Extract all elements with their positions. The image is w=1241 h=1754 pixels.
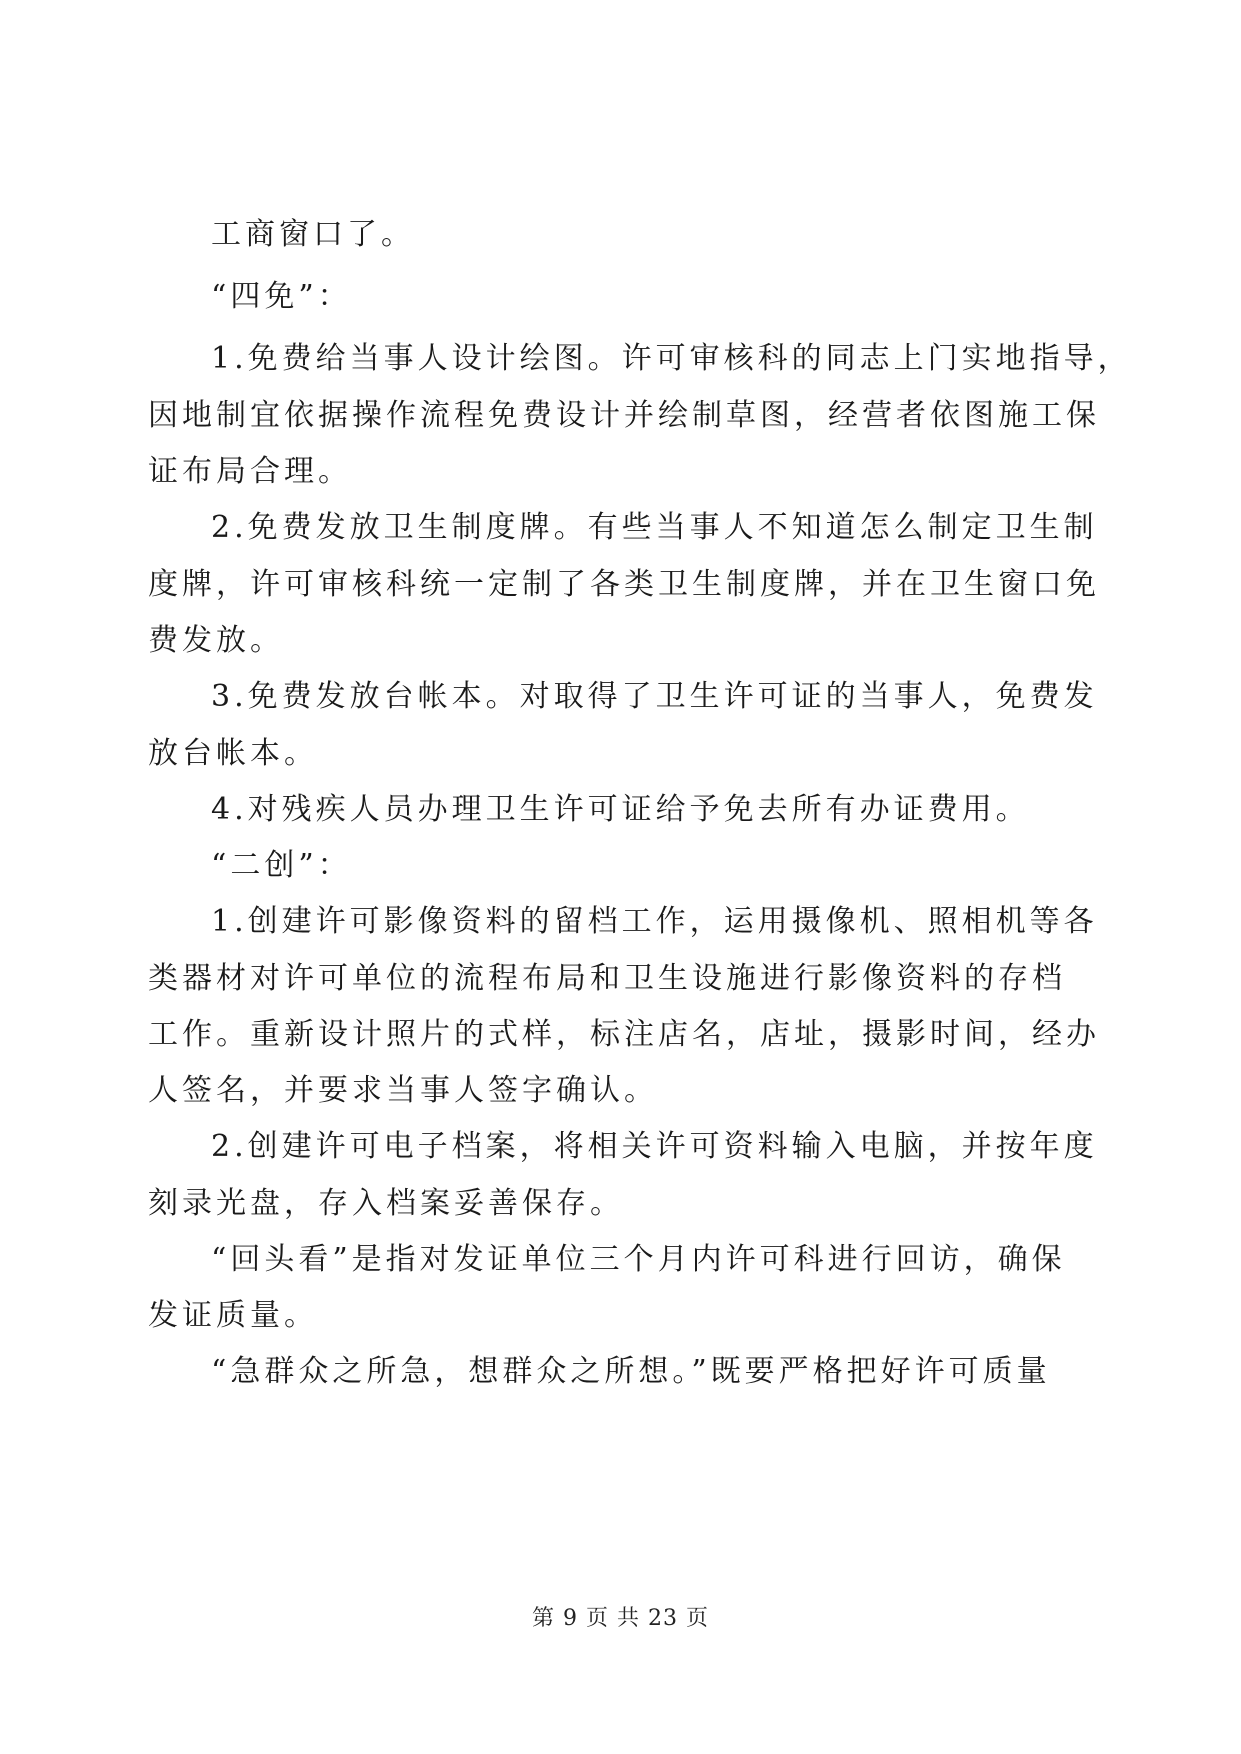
text-line: 费发放。 (148, 623, 284, 658)
text-line: 1.免费给当事人设计绘图。许可审核科的同志上门实地指导， (211, 341, 1132, 376)
text-line: “回头看”是指对发证单位三个月内许可科进行回访，确保 (211, 1242, 1066, 1277)
text-line: 1.创建许可影像资料的留档工作，运用摄像机、照相机等各 (211, 904, 1098, 939)
section-heading: “二创”： (211, 848, 352, 883)
text-line: 度牌，许可审核科统一定制了各类卫生制度牌，并在卫生窗口免 (148, 567, 1100, 602)
text-line: 2.免费发放卫生制度牌。有些当事人不知道怎么制定卫生制 (211, 510, 1098, 545)
text-line: 类器材对许可单位的流程布局和卫生设施进行影像资料的存档 (148, 961, 1066, 996)
text-line: “急群众之所急，想群众之所想。”既要严格把好许可质量 (211, 1354, 1051, 1389)
page-number-footer: 第 9 页 共 23 页 (532, 1606, 709, 1631)
text-line: 放台帐本。 (148, 736, 318, 771)
text-line: 发证质量。 (148, 1298, 318, 1333)
text-line: 人签名，并要求当事人签字确认。 (148, 1073, 658, 1108)
text-line: 3.免费发放台帐本。对取得了卫生许可证的当事人，免费发 (211, 679, 1098, 714)
text-line: 4.对残疾人员办理卫生许可证给予免去所有办证费用。 (211, 792, 1030, 827)
text-line: 因地制宜依据操作流程免费设计并绘制草图，经营者依图施工保 (148, 398, 1100, 433)
text-line: 工作。重新设计照片的式样，标注店名，店址，摄影时间，经办 (148, 1017, 1100, 1052)
section-heading: “四免”： (211, 279, 352, 314)
text-line: 工商窗口了。 (211, 217, 415, 252)
text-line: 证布局合理。 (148, 454, 352, 489)
text-line: 2.创建许可电子档案，将相关许可资料输入电脑，并按年度 (211, 1129, 1098, 1164)
text-line: 刻录光盘，存入档案妥善保存。 (148, 1186, 624, 1221)
